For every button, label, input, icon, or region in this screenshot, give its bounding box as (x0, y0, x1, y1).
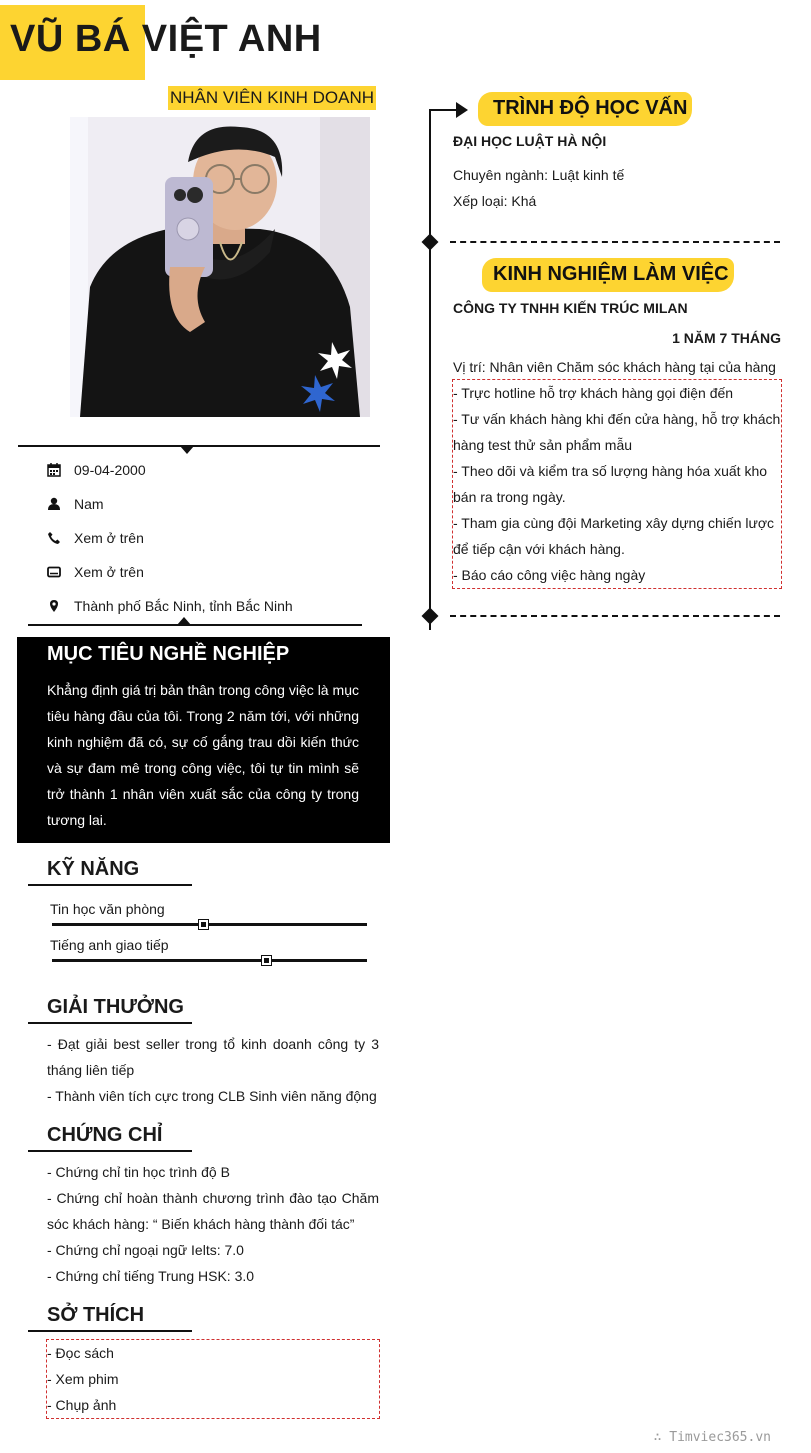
info-birthday (46, 457, 146, 483)
phone-value: Xem ở trên (74, 530, 144, 546)
duty-item: - Tư vấn khách hàng khi đến cửa hàng, hỗ trợ khách hàng test thử sản phẩm mẫu (453, 411, 781, 453)
objective-title: MỤC TIÊU NGHỀ NGHIỆP (47, 643, 290, 665)
objective-section (17, 637, 390, 843)
awards-title: GIẢI THƯỞNG (47, 996, 184, 1018)
skill-knob (261, 955, 272, 966)
map-pin-icon (46, 598, 62, 614)
skill-track (52, 923, 367, 926)
certificate-item: - Chứng chỉ tiếng Trung HSK: 3.0 (47, 1268, 255, 1284)
phone-icon (46, 530, 62, 546)
objective-text: Khẳng định giá trị bản thân trong công việc là mục tiêu hàng đầu của tôi. Trong 2 năm tới, với những kinh nghiệm đã có, sự cố gắng trau dồi kiến thức và sự đam mê trong công việc, tôi tự tin mình sẽ trở thành 1 nhân viên xuất sắc của công ty trong tương lai. (47, 682, 359, 828)
education-school: ĐẠI HỌC LUẬT HÀ NỘI (453, 133, 607, 149)
award-item: - Đạt giải best seller trong tổ kinh doanh công ty 3 tháng liên tiếp (47, 1036, 379, 1078)
skill-knob (198, 919, 209, 930)
hobbies-list (46, 1339, 380, 1419)
certificates-underline (28, 1150, 192, 1152)
award-item: - Thành viên tích cực trong CLB Sinh viên năng động (47, 1088, 377, 1104)
arrow-right-icon (456, 102, 468, 118)
timeline-arrow-stem (429, 109, 459, 111)
duty-item: - Tham gia cùng đội Marketing xây dựng chiến lược để tiếp cận với khách hàng. (453, 515, 775, 557)
caret-down-icon (180, 446, 194, 454)
caret-up-icon (177, 617, 191, 625)
dashed-separator (450, 241, 780, 243)
divider-top (18, 445, 380, 447)
gender-value: Nam (74, 496, 104, 512)
calendar-icon (46, 462, 62, 478)
hobbies-title: SỞ THÍCH (47, 1304, 145, 1326)
watermark: ∴ Timviec365.vn (653, 1430, 771, 1445)
info-gender (46, 491, 104, 517)
experience-position: Vị trí: Nhân viên Chăm sóc khách hàng tại của hàng (453, 359, 776, 375)
user-icon (46, 496, 62, 512)
education-title: TRÌNH ĐỘ HỌC VẤN (493, 97, 688, 119)
address-value: Thành phố Bắc Ninh, tỉnh Bắc Ninh (74, 598, 293, 614)
email-icon (46, 564, 62, 580)
certificate-item: - Chứng chỉ ngoại ngữ Ielts: 7.0 (47, 1242, 244, 1258)
timeline-line (429, 110, 431, 630)
profile-photo-illustration (70, 117, 370, 417)
awards-underline (28, 1022, 192, 1024)
birthday-value: 09-04-2000 (74, 462, 146, 478)
job-title: NHÂN VIÊN KINH DOANH (168, 86, 376, 110)
timeline-diamond (422, 234, 439, 251)
hobby-item: - Đọc sách (47, 1345, 114, 1361)
awards-list (47, 1031, 379, 1109)
skill-label: Tin học văn phòng (50, 901, 165, 917)
skills-title: KỸ NĂNG (47, 858, 140, 880)
skill-label: Tiếng anh giao tiếp (50, 937, 169, 953)
certificates-list (47, 1159, 379, 1289)
experience-duties (452, 379, 782, 589)
hobbies-underline (28, 1330, 192, 1332)
duty-item: - Theo dõi và kiểm tra số lượng hàng hóa xuất kho bán ra trong ngày. (453, 463, 768, 505)
certificate-item: - Chứng chỉ hoàn thành chương trình đào tạo Chăm sóc khách hàng: “ Biến khách hàng thành đối tác” (47, 1190, 379, 1232)
skill-track (52, 959, 367, 962)
divider-bottom (28, 624, 362, 626)
certificates-title: CHỨNG CHỈ (47, 1124, 163, 1146)
timeline-diamond (422, 608, 439, 625)
profile-photo (70, 117, 370, 417)
certificate-item: - Chứng chỉ tin học trình độ B (47, 1164, 230, 1180)
duty-item: - Trực hotline hỗ trợ khách hàng gọi điện đến (453, 385, 734, 401)
dashed-separator (450, 615, 780, 617)
hobby-item: - Xem phim (47, 1371, 119, 1387)
email-value: Xem ở trên (74, 564, 144, 580)
skills-underline (28, 884, 192, 886)
experience-duration: 1 NĂM 7 THÁNG (672, 330, 781, 346)
education-major: Chuyên ngành: Luật kinh tế (453, 167, 625, 183)
experience-company: CÔNG TY TNHH KIẾN TRÚC MILAN (453, 300, 688, 316)
experience-title: KINH NGHIỆM LÀM VIỆC (493, 263, 729, 285)
duty-item: - Báo cáo công việc hàng ngày (453, 567, 646, 583)
education-grade: Xếp loại: Khá (453, 193, 537, 209)
info-email (46, 559, 144, 585)
info-phone (46, 525, 144, 551)
hobby-item: - Chụp ảnh (47, 1397, 117, 1413)
info-address (46, 593, 293, 619)
candidate-name: VŨ BÁ VIỆT ANH (10, 18, 322, 60)
